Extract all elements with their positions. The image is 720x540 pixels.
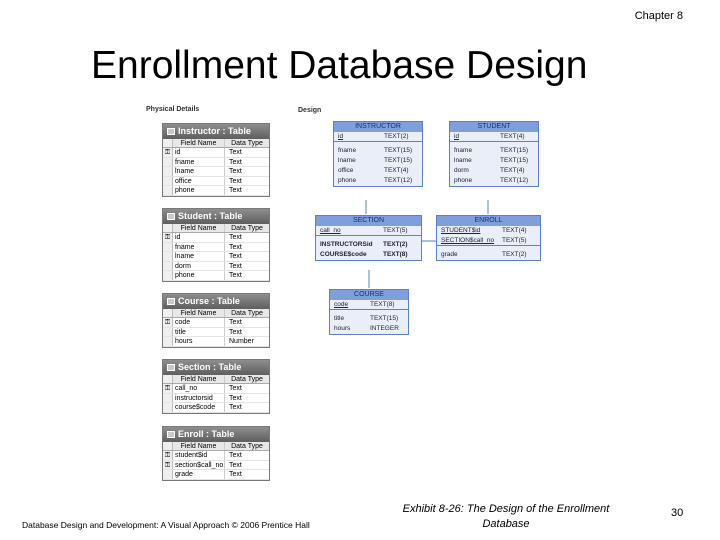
- primary-key-icon: ⚿: [163, 461, 173, 470]
- entity-attribute-row: [334, 146, 422, 156]
- attribute-type: TEXT(2): [383, 241, 408, 248]
- primary-key-icon: ⚿: [163, 148, 173, 157]
- field-name-header: Field Name: [173, 139, 225, 147]
- field-type: Text: [229, 461, 242, 469]
- attribute-type: TEXT(4): [500, 167, 525, 174]
- attribute-name: id: [454, 133, 460, 140]
- attribute-type: TEXT(4): [500, 133, 525, 140]
- field-name: title: [173, 328, 225, 337]
- field-name: grade: [173, 470, 225, 479]
- entity-attribute-row: [334, 166, 422, 176]
- primary-key-icon: ⚿: [163, 318, 173, 327]
- field-name: lname: [173, 252, 225, 261]
- field-name: section$call_no: [175, 461, 224, 469]
- field-type: Text: [229, 177, 242, 185]
- field-name: lname: [173, 167, 225, 176]
- attribute-type: TEXT(4): [384, 167, 409, 174]
- table-window-title: Course : Table: [178, 296, 240, 306]
- field-type: Text: [229, 149, 242, 156]
- attribute-name: phone: [454, 177, 473, 184]
- field-name: office: [173, 177, 225, 186]
- attribute-type: TEXT(8): [370, 301, 395, 308]
- table-window-title: Instructor : Table: [178, 126, 251, 136]
- attribute-type: TEXT(12): [384, 177, 413, 184]
- attribute-name: title: [334, 315, 345, 322]
- enroll-entity: [436, 215, 541, 261]
- field-name: fname: [173, 243, 225, 252]
- attribute-name: call_no: [320, 227, 341, 234]
- field-name-header: Field Name: [173, 375, 225, 383]
- attribute-name: SECTION$call_no: [441, 237, 495, 244]
- primary-key-icon: ⚿: [163, 451, 173, 460]
- entity-title: COURSE: [330, 290, 408, 300]
- field-name: course$code: [173, 403, 225, 412]
- attribute-name: fname: [454, 147, 473, 154]
- field-type: Text: [229, 168, 242, 175]
- field-type: Text: [229, 262, 242, 270]
- field-name: hours: [173, 337, 225, 346]
- attribute-name: lname: [454, 157, 472, 164]
- field-name: code: [173, 318, 225, 327]
- entity-attribute-row: [316, 250, 421, 260]
- student-entity: [449, 121, 539, 187]
- entity-attribute-row: [334, 156, 422, 166]
- field-type: Text: [229, 272, 242, 279]
- attribute-type: TEXT(12): [500, 177, 529, 184]
- entity-attribute-row: [437, 250, 540, 260]
- section-entity: [315, 215, 422, 261]
- field-type: Text: [229, 234, 242, 241]
- design-label: Design: [298, 107, 322, 114]
- field-name-header: Field Name: [173, 309, 225, 317]
- attribute-type: TEXT(5): [383, 227, 408, 234]
- table-window-title: Student : Table: [178, 211, 243, 221]
- field-name: instructorsid: [173, 394, 225, 403]
- entity-title: STUDENT: [450, 122, 538, 132]
- attribute-name: lname: [338, 157, 356, 164]
- footer-text: Database Design and Development: A Visual Approach © 2006 Prentice Hall: [22, 520, 310, 530]
- field-name: id: [173, 148, 225, 157]
- attribute-type: TEXT(15): [370, 315, 399, 322]
- attribute-type: TEXT(15): [500, 157, 529, 164]
- entity-attribute-row: [330, 314, 408, 324]
- primary-key-icon: ⚿: [163, 384, 173, 393]
- attribute-name: STUDENT$id: [441, 227, 481, 234]
- entity-attribute-row: [334, 176, 422, 186]
- field-name: id: [173, 233, 225, 242]
- attribute-name: INSTRUCTORSid: [320, 241, 373, 248]
- entity-attribute-row: [316, 240, 421, 250]
- table-window-title: Section : Table: [178, 362, 242, 372]
- entity-attribute-row: [450, 176, 538, 186]
- entity-key-row: [330, 300, 408, 310]
- chapter-label: Chapter 8: [634, 10, 683, 22]
- attribute-name: hours: [334, 325, 351, 332]
- field-type: Text: [229, 243, 242, 251]
- entity-title: ENROLL: [437, 216, 540, 226]
- data-type-header: Data Type: [231, 140, 263, 147]
- field-name: phone: [173, 271, 225, 280]
- field-name: call_no: [173, 384, 225, 393]
- attribute-type: TEXT(8): [383, 251, 408, 258]
- database-design-figure: [140, 103, 543, 486]
- attribute-name: code: [334, 301, 349, 308]
- field-type: Text: [229, 385, 242, 392]
- figure-caption: Exhibit 8-26: The Design of the Enrollment Database: [402, 503, 610, 530]
- field-name-header: Field Name: [173, 442, 225, 450]
- field-type: Text: [229, 452, 242, 459]
- entity-key-row: [334, 132, 422, 142]
- entity-attribute-row: [330, 324, 408, 334]
- field-name: fname: [173, 158, 225, 167]
- entity-key-row: [316, 226, 421, 236]
- data-type-header: Data Type: [231, 376, 263, 383]
- data-type-header: Data Type: [231, 310, 263, 317]
- field-type: Text: [229, 319, 242, 326]
- attribute-name: grade: [441, 251, 458, 258]
- field-type: Text: [229, 187, 242, 194]
- primary-key-icon: ⚿: [163, 233, 173, 242]
- entity-title: INSTRUCTOR: [334, 122, 422, 132]
- attribute-type: TEXT(5): [502, 237, 527, 244]
- attribute-type: TEXT(2): [502, 251, 527, 258]
- entity-attribute-row: [450, 156, 538, 166]
- data-type-header: Data Type: [231, 443, 263, 450]
- attribute-name: dorm: [454, 167, 469, 174]
- field-type: Text: [229, 158, 242, 166]
- attribute-type: INTEGER: [370, 325, 399, 332]
- attribute-type: TEXT(15): [500, 147, 529, 154]
- field-name-header: Field Name: [173, 224, 225, 232]
- field-type: Text: [229, 404, 242, 411]
- field-type: Text: [229, 328, 242, 336]
- attribute-type: TEXT(2): [384, 133, 409, 140]
- attribute-name: COURSE$code: [320, 251, 367, 258]
- page-number: 30: [671, 507, 684, 519]
- field-type: Text: [229, 471, 242, 478]
- table-window-title: Enroll : Table: [178, 429, 235, 439]
- field-type: Number: [229, 338, 254, 345]
- attribute-name: phone: [338, 177, 357, 184]
- data-type-header: Data Type: [231, 225, 263, 232]
- attribute-name: office: [338, 167, 354, 174]
- entity-key-row: [437, 236, 540, 246]
- course-entity: [329, 289, 409, 335]
- entity-attribute-row: [450, 166, 538, 176]
- field-name: phone: [173, 186, 225, 195]
- attribute-name: fname: [338, 147, 357, 154]
- attribute-type: TEXT(4): [502, 227, 527, 234]
- attribute-type: TEXT(15): [384, 147, 413, 154]
- field-type: Text: [229, 253, 242, 260]
- physical-details-label: Physical Details: [146, 106, 200, 113]
- entity-title: SECTION: [316, 216, 421, 226]
- slide-title: Enrollment Database Design: [91, 44, 588, 87]
- entity-key-row: [437, 226, 540, 236]
- field-type: Text: [229, 394, 242, 402]
- instructor-entity: [333, 121, 423, 187]
- field-name: dorm: [173, 262, 225, 271]
- attribute-name: id: [338, 133, 344, 140]
- attribute-type: TEXT(15): [384, 157, 413, 164]
- entity-key-row: [450, 132, 538, 142]
- entity-attribute-row: [450, 146, 538, 156]
- field-name: student$id: [173, 451, 225, 460]
